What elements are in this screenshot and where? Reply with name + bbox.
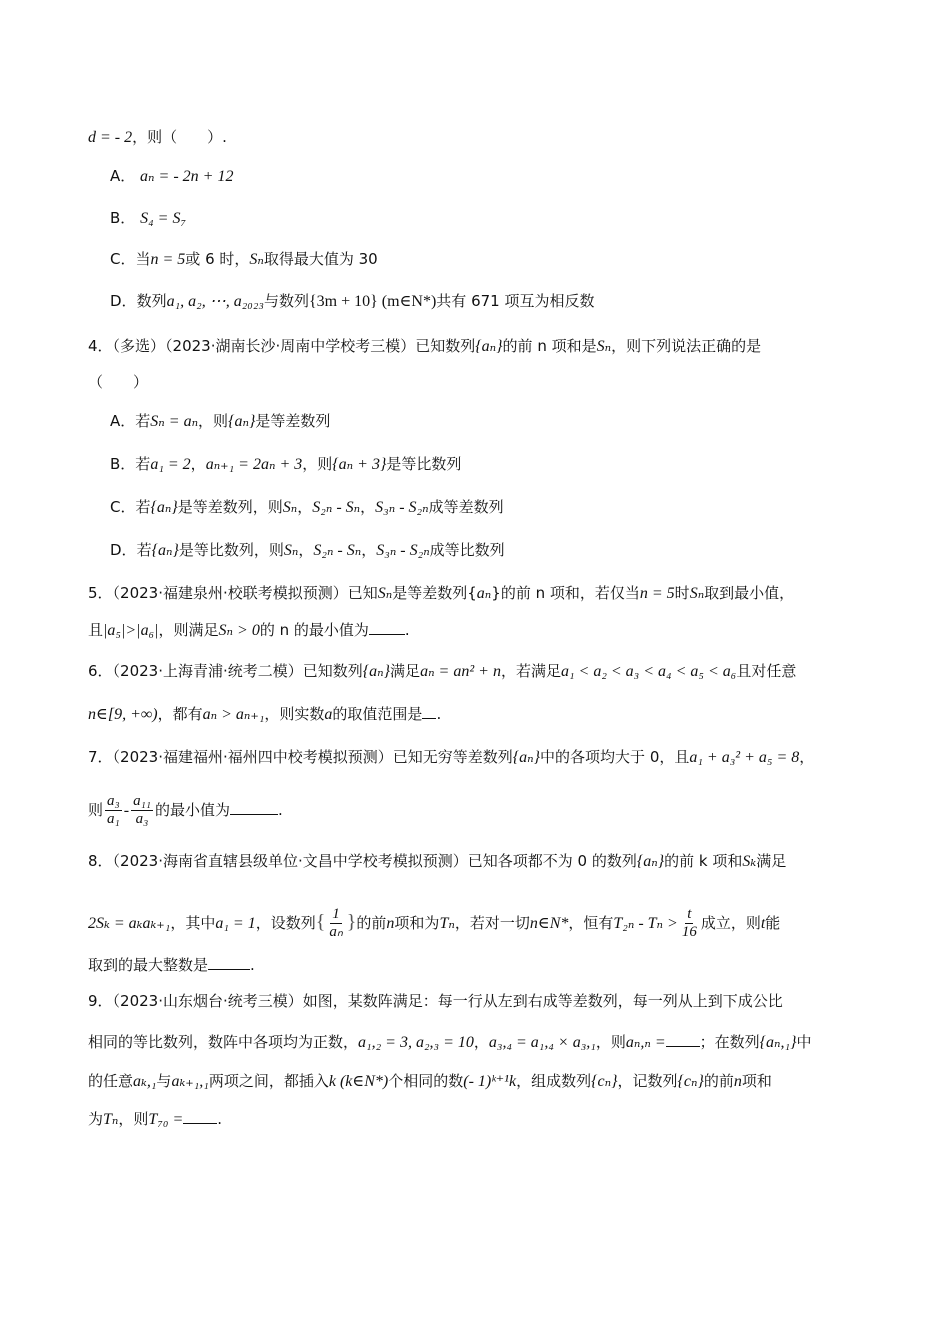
formula: aₙ > aₙ₊₁ [202,706,265,723]
formula: Sₙ [596,338,612,355]
fraction-denominator: 16 [681,924,697,940]
fraction-denominator: a₁ [107,811,120,827]
text: （2023·山东烟台·统考三模）如图，某数阵满足：每一行从左到右成等差数列，每一列从上到下成公比 [112,992,783,1010]
formula: a [324,706,333,723]
text: ，则下列说法正确的是 [611,337,762,355]
text: 数列 [136,292,167,310]
text: 中的各项均大于 0，且 [540,748,690,766]
q6-line2 [88,703,880,726]
formula: {aₙ} [150,499,178,516]
text: ；在数列 [699,1033,760,1051]
question-number: 8． [88,852,113,870]
q8-line3 [88,954,880,976]
text: ，组成数列 [516,1072,592,1090]
text: 是等比数列，则 [178,541,284,559]
text: 与数列 [263,292,309,310]
fraction-denominator: a₃ [135,811,149,827]
formula: a₁ = 2 [150,456,191,473]
formula: n = 5 [639,585,675,602]
text: 且对任意 [736,662,797,680]
formula: T₂ₙ - Tₙ > [613,915,678,932]
formula: (- 1)ᵏ⁺¹k [463,1073,517,1090]
formula: {aₙ,₁} [759,1034,797,1051]
formula: Sₙ [377,585,393,602]
text: . [217,1110,223,1128]
text: ， [190,455,206,473]
option-label: D． [110,292,137,310]
formula: a₁ = 1 [215,915,256,932]
text: 取得最大值为 30 [263,250,378,268]
formula: aₖ₊₁,₁ [171,1073,209,1090]
option-label: B． [110,209,136,227]
option-label: A． [110,167,136,185]
text: 的取值范围是 [332,705,423,723]
text: ，则满足 [158,621,219,639]
fraction [131,793,153,828]
q4-option-b[interactable] [110,453,880,476]
text: }的前 n 项和，若仅当 [491,584,640,602]
formula: S₂ₙ - Sₙ [312,499,361,516]
question-number: 7． [88,748,113,766]
q8-line1 [88,850,880,873]
formula: S₂ₙ - Sₙ [313,542,362,559]
formula: n∈N* [529,915,569,932]
text: ， [473,1033,489,1051]
text: ，其中 [170,914,216,932]
answer-blank[interactable] [666,1032,700,1047]
formula: aₙ = an² + n [420,663,501,680]
formula: 2Sₖ = aₖaₖ₊₁ [88,915,171,932]
formula: S₃ₙ - S₂ₙ [376,542,430,559]
q4-stem [88,335,880,358]
q3-option-b[interactable] [110,207,880,230]
text: 成等比数列 [429,541,505,559]
text: . [278,801,283,819]
q9-line3 [88,1070,880,1093]
text: ，若满足 [500,662,561,680]
formula: {cₙ} [591,1073,618,1090]
q5-line1 [88,582,880,605]
formula: T₇₀ = [148,1111,184,1128]
text: 成等差数列 [428,498,504,516]
formula: {aₙ} [362,663,391,680]
q4-option-a[interactable] [110,410,880,433]
text: ，则 [595,1033,626,1051]
formula: {3m + 10} (m∈N*) [308,293,437,310]
q3-intro-line [88,126,880,149]
fraction-numerator: a₁₁ [133,793,151,809]
answer-blank[interactable] [230,800,278,815]
formula: aₙ,ₙ = [625,1034,666,1051]
text: 成立，则 [700,914,761,932]
formula: n∈[9, +∞) [88,706,158,723]
q6-line1 [88,660,880,683]
text: 若 [136,541,152,559]
formula: {aₙ} [475,338,503,355]
formula: n = 5 [150,251,186,268]
text: . [436,705,442,723]
formula: {cₙ} [677,1073,704,1090]
text: 时 [674,584,690,602]
formula: |a₅|>|a₆| [103,622,159,639]
q4-answer-paren [88,371,880,393]
formula: Sₙ [282,499,298,516]
text: 取到最小值， [704,584,795,602]
formula: Sₙ [283,542,299,559]
text: 的 n 的最小值为 [259,621,369,639]
text: ，则 [198,412,229,430]
minus-sign: - [123,802,130,819]
text: ，则 [302,455,333,473]
formula: Sₖ [742,853,757,870]
formula: {aₙ} [228,413,256,430]
text: 的前 k 项和 [664,852,743,870]
text: 若 [135,498,151,516]
fraction-numerator: a₃ [107,793,120,809]
text: 为 [88,1110,104,1128]
formula: aₖ,₁ [133,1073,157,1090]
formula: aₙ [476,585,492,602]
formula: {aₙ + 3} [332,456,387,473]
text: 相同的等比数列，数阵中各项均为正数， [88,1033,359,1051]
answer-blank[interactable] [422,704,436,719]
text: ，则 [118,1110,149,1128]
text: （2023·上海青浦·统考二模）已知数列 [112,662,363,680]
text: ，则（ ）. [132,128,227,146]
text: 两项之间，都插入 [208,1072,329,1090]
brace-left: { [315,911,326,933]
answer-blank[interactable] [183,1109,217,1124]
formula: a₁ < a₂ < a₃ < a₄ < a₅ < a₆ [560,663,737,680]
text: 个相同的数 [388,1072,464,1090]
text: ，若对一切 [454,914,530,932]
question-number: 9． [88,992,113,1010]
text: （2023·福建泉州·校联考模拟预测）已知 [112,584,378,602]
text: 当 [135,250,151,268]
q3-option-c[interactable] [110,248,880,271]
q9-line2 [88,1031,880,1054]
fraction [105,793,122,828]
formula: aₙ₊₁ = 2aₙ + 3 [205,456,303,473]
q4-option-d[interactable]: D．若{aₙ}是等比数列，则Sₙ，S₂ₙ - Sₙ，S₃ₙ - S₂ₙ成等比数列 [110,541,505,559]
formula: aₙ = - 2n + 12 [140,168,234,185]
formula: {aₙ} [512,749,541,766]
formula: S₄ = S₇ [140,210,186,227]
text: 则 [88,801,104,819]
text: 若 [135,455,151,473]
fraction-numerator: 1 [332,906,340,922]
q3-option-d[interactable] [110,290,880,313]
text: 的前 n 项和是 [502,337,597,355]
formula: n [733,1073,742,1090]
formula: Sₙ > 0 [218,622,260,639]
text: ，设数列 [255,914,316,932]
option-label: C． [110,498,136,516]
text: （ ） [88,373,149,391]
text: 满足 [390,662,421,680]
fraction [680,906,699,941]
q9-line4 [88,1108,880,1131]
text: 的前 [356,914,387,932]
text: 共有 671 项互为相反数 [436,292,595,310]
option-label: B． [110,455,136,473]
text: （2023·海南省直辖县级单位·文昌中学校考模拟预测）已知各项都不为 0 的数列 [112,852,637,870]
text: . [404,621,410,639]
formula: Sₙ = aₙ [150,413,199,430]
formula: Sₙ [249,251,264,268]
text: 取到的最大整数是 [88,956,209,974]
text: 项和 [741,1072,772,1090]
brace-right: } [346,911,357,933]
text: ，则实数 [264,705,325,723]
formula: a₃,₄ = a₁,₄ × a₃,₁ [488,1034,596,1051]
formula: Tₙ [103,1111,119,1128]
q8-line2 [88,900,880,946]
formula: Tₙ [439,915,455,932]
text: 项和为 [394,914,440,932]
formula: a₁, a₂, ⋯, a₂₀₂₃ [166,293,264,310]
formula: {aₙ} [636,853,665,870]
question-number: 6． [88,662,113,680]
formula: t [760,915,766,932]
fraction-numerator: t [687,906,692,922]
formula: {aₙ} [151,542,179,559]
option-label: C． [110,250,136,268]
formula: a₁ + a₃² + a₅ = 8 [689,749,800,766]
question-number: 4． [88,337,113,355]
q4-option-c[interactable]: C．若{aₙ}是等差数列，则Sₙ，S₂ₙ - Sₙ，S₃ₙ - S₂ₙ成等差数列 [110,498,504,516]
text: （多选）（2023·湖南长沙·周南中学校考三模）已知数列 [112,337,476,355]
text: . [250,956,255,974]
q7-line1 [88,746,880,769]
option-label: D． [110,541,137,559]
text: 或 6 时， [185,250,250,268]
text: 是等差数列 [255,412,331,430]
formula: S₃ₙ - S₂ₙ [375,499,429,516]
formula: n [386,915,395,932]
formula: d = - 2 [88,129,133,146]
text: ，记数列 [617,1072,678,1090]
q7-line2 [88,790,880,831]
formula: a₁,₂ = 3, a₂,₃ = 10 [358,1034,474,1051]
text: 与 [156,1072,172,1090]
text: 的最小值为 [155,801,231,819]
formula: k (k∈N*) [328,1073,389,1090]
text: （2023·福建福州·福州四中校考模拟预测）已知无穷等差数列 [112,748,513,766]
text: 中 [796,1033,812,1051]
text: 的前 [703,1072,734,1090]
q9-line1 [88,990,880,1012]
text: 且 [88,621,104,639]
text: ，恒有 [568,914,614,932]
text: ，都有 [157,705,203,723]
text: 能 [765,914,781,932]
text: 是等比数列 [386,455,462,473]
q3-option-a[interactable] [110,165,880,188]
q5-line2 [88,619,880,642]
formula: Sₙ [689,585,705,602]
option-label: A． [110,412,136,430]
fraction-denominator: aₙ [329,924,343,940]
text: 满足 [756,852,787,870]
answer-blank[interactable] [369,620,405,635]
text: ， [799,748,815,766]
answer-blank[interactable] [208,955,250,970]
text: 若 [135,412,151,430]
text: 是等差数列{ [392,584,477,602]
text: 是等差数列，则 [177,498,283,516]
text: 的任意 [88,1072,134,1090]
fraction [327,906,344,941]
question-number: 5． [88,584,113,602]
